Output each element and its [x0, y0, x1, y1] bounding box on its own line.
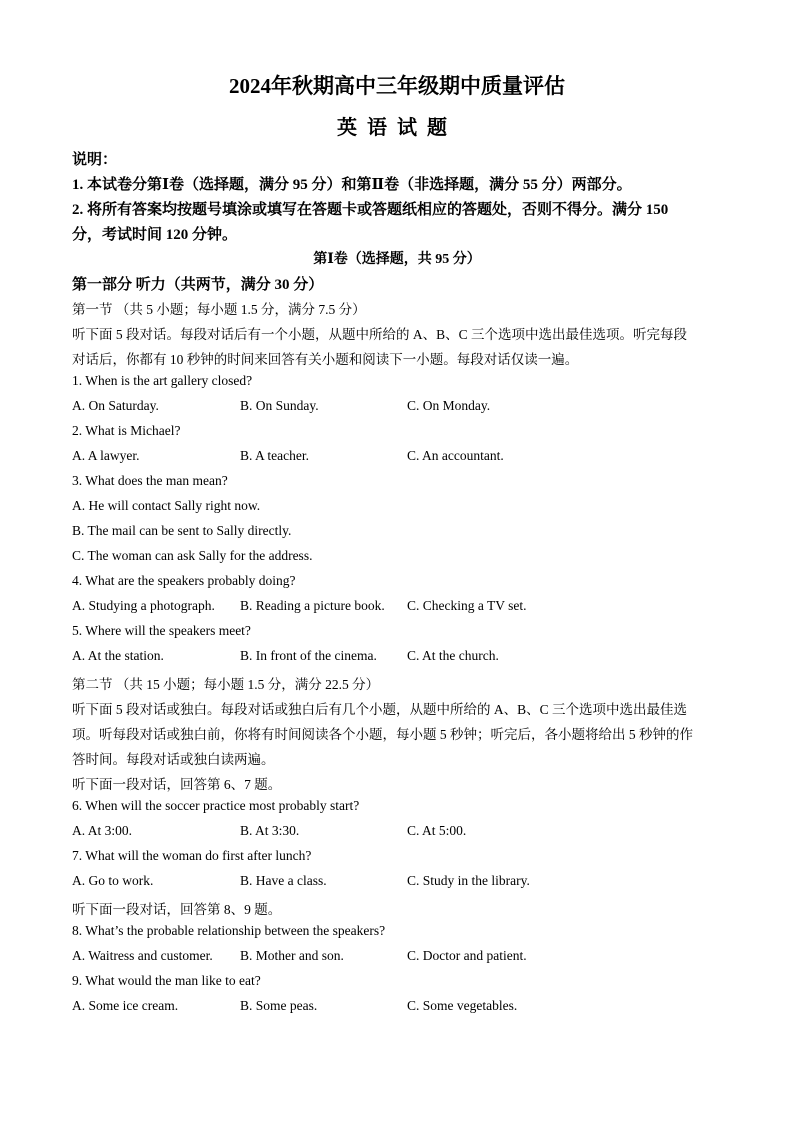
question-4-option-b: B. Reading a picture book. [240, 598, 385, 613]
section1-directions-cont: 对话后，你都有 10 秒钟的时间来回答有关小题和阅读下一小题。每段对话仅读一遍。 [72, 352, 579, 367]
section2-heading: 第二节 （共 15 小题；每小题 1.5 分，满分 22.5 分） [72, 677, 380, 692]
section2-directions-end: 答时间。每段对话或独白读两遍。 [72, 752, 275, 767]
question-4-stem: 4. What are the speakers probably doing? [72, 573, 296, 588]
exam-title: 2024年秋期高中三年级期中质量评估 [229, 74, 565, 98]
question-5-option-c: C. At the church. [407, 648, 499, 663]
question-9-option-a: A. Some ice cream. [72, 998, 179, 1013]
section2-directions-cont: 项。听每段对话或独白前，你将有时间阅读各个小题，每小题 5 秒钟；听完后，各小题将给出 5 秒钟的作 [72, 727, 693, 742]
question-7-stem: 7. What will the woman do first after lunch? [72, 848, 312, 863]
question-1-option-a: A. On Saturday. [72, 398, 159, 413]
question-6-option-c: C. At 5:00. [407, 823, 467, 838]
question-9-option-c: C. Some vegetables. [407, 998, 518, 1013]
instruction-item-2-cont: 分，考试时间 120 分钟。 [72, 227, 238, 243]
question-2-option-c: C. An accountant. [407, 448, 504, 463]
exam-subtitle: 英语试题 [337, 117, 457, 139]
question-4-option-a: A. Studying a photograph. [72, 598, 215, 613]
section1-directions: 听下面 5 段对话。每段对话后有一个小题，从题中所给的 A、B、C 三个选项中选出最佳选项。听完每段 [72, 327, 688, 342]
instruction-item-2: 2. 将所有答案均按题号填涂或填写在答题卡或答题纸相应的答题处，否则不得分。满分 150 [72, 202, 669, 218]
question-5-option-b: B. In front of the cinema. [240, 648, 377, 663]
question-6-option-a: A. At 3:00. [72, 823, 133, 838]
section2-directions: 听下面 5 段对话或独白。每段对话或独白后有几个小题，从题中所给的 A、B、C 三个选项中选出最佳选 [72, 702, 688, 717]
question-8-option-c: C. Doctor and patient. [407, 948, 527, 963]
question-8-stem: 8. What’s the probable relationship between the speakers? [72, 923, 386, 938]
dialogue-6-7-intro: 听下面一段对话，回答第 6、7 题。 [72, 777, 282, 792]
question-3-option-a: A. He will contact Sally right now. [72, 498, 261, 513]
volume1-heading: 第Ⅰ卷（选择题，共 95 分） [313, 252, 481, 267]
question-1-option-b: B. On Sunday. [240, 398, 319, 413]
question-7-option-b: B. Have a class. [240, 873, 327, 888]
question-2-option-a: A. A lawyer. [72, 448, 140, 463]
question-2-option-b: B. A teacher. [240, 448, 309, 463]
question-3-option-c: C. The woman can ask Sally for the address. [72, 548, 313, 563]
question-7-option-a: A. Go to work. [72, 873, 154, 888]
question-2-stem: 2. What is Michael? [72, 423, 181, 438]
question-4-option-c: C. Checking a TV set. [407, 598, 527, 613]
question-6-option-b: B. At 3:30. [240, 823, 300, 838]
question-1-option-c: C. On Monday. [407, 398, 491, 413]
question-5-stem: 5. Where will the speakers meet? [72, 623, 251, 638]
question-5-option-a: A. At the station. [72, 648, 164, 663]
question-9-option-b: B. Some peas. [240, 998, 318, 1013]
question-7-option-c: C. Study in the library. [407, 873, 530, 888]
question-3-option-b: B. The mail can be sent to Sally directly. [72, 523, 292, 538]
part1-heading: 第一部分 听力（共两节，满分 30 分） [72, 277, 324, 293]
question-9-stem: 9. What would the man like to eat? [72, 973, 261, 988]
section1-heading: 第一节 （共 5 小题；每小题 1.5 分，满分 7.5 分） [72, 302, 366, 317]
question-3-stem: 3. What does the man mean? [72, 473, 228, 488]
dialogue-8-9-intro: 听下面一段对话，回答第 8、9 题。 [72, 902, 282, 917]
question-8-option-b: B. Mother and son. [240, 948, 344, 963]
instruction-item-1: 1. 本试卷分第Ⅰ卷（选择题，满分 95 分）和第Ⅱ卷（非选择题，满分 55 分）两部分。 [72, 177, 632, 193]
question-8-option-a: A. Waitress and customer. [72, 948, 213, 963]
question-1-stem: 1. When is the art gallery closed? [72, 373, 253, 388]
instructions-label: 说明： [72, 152, 118, 168]
question-6-stem: 6. When will the soccer practice most probably start? [72, 798, 360, 813]
